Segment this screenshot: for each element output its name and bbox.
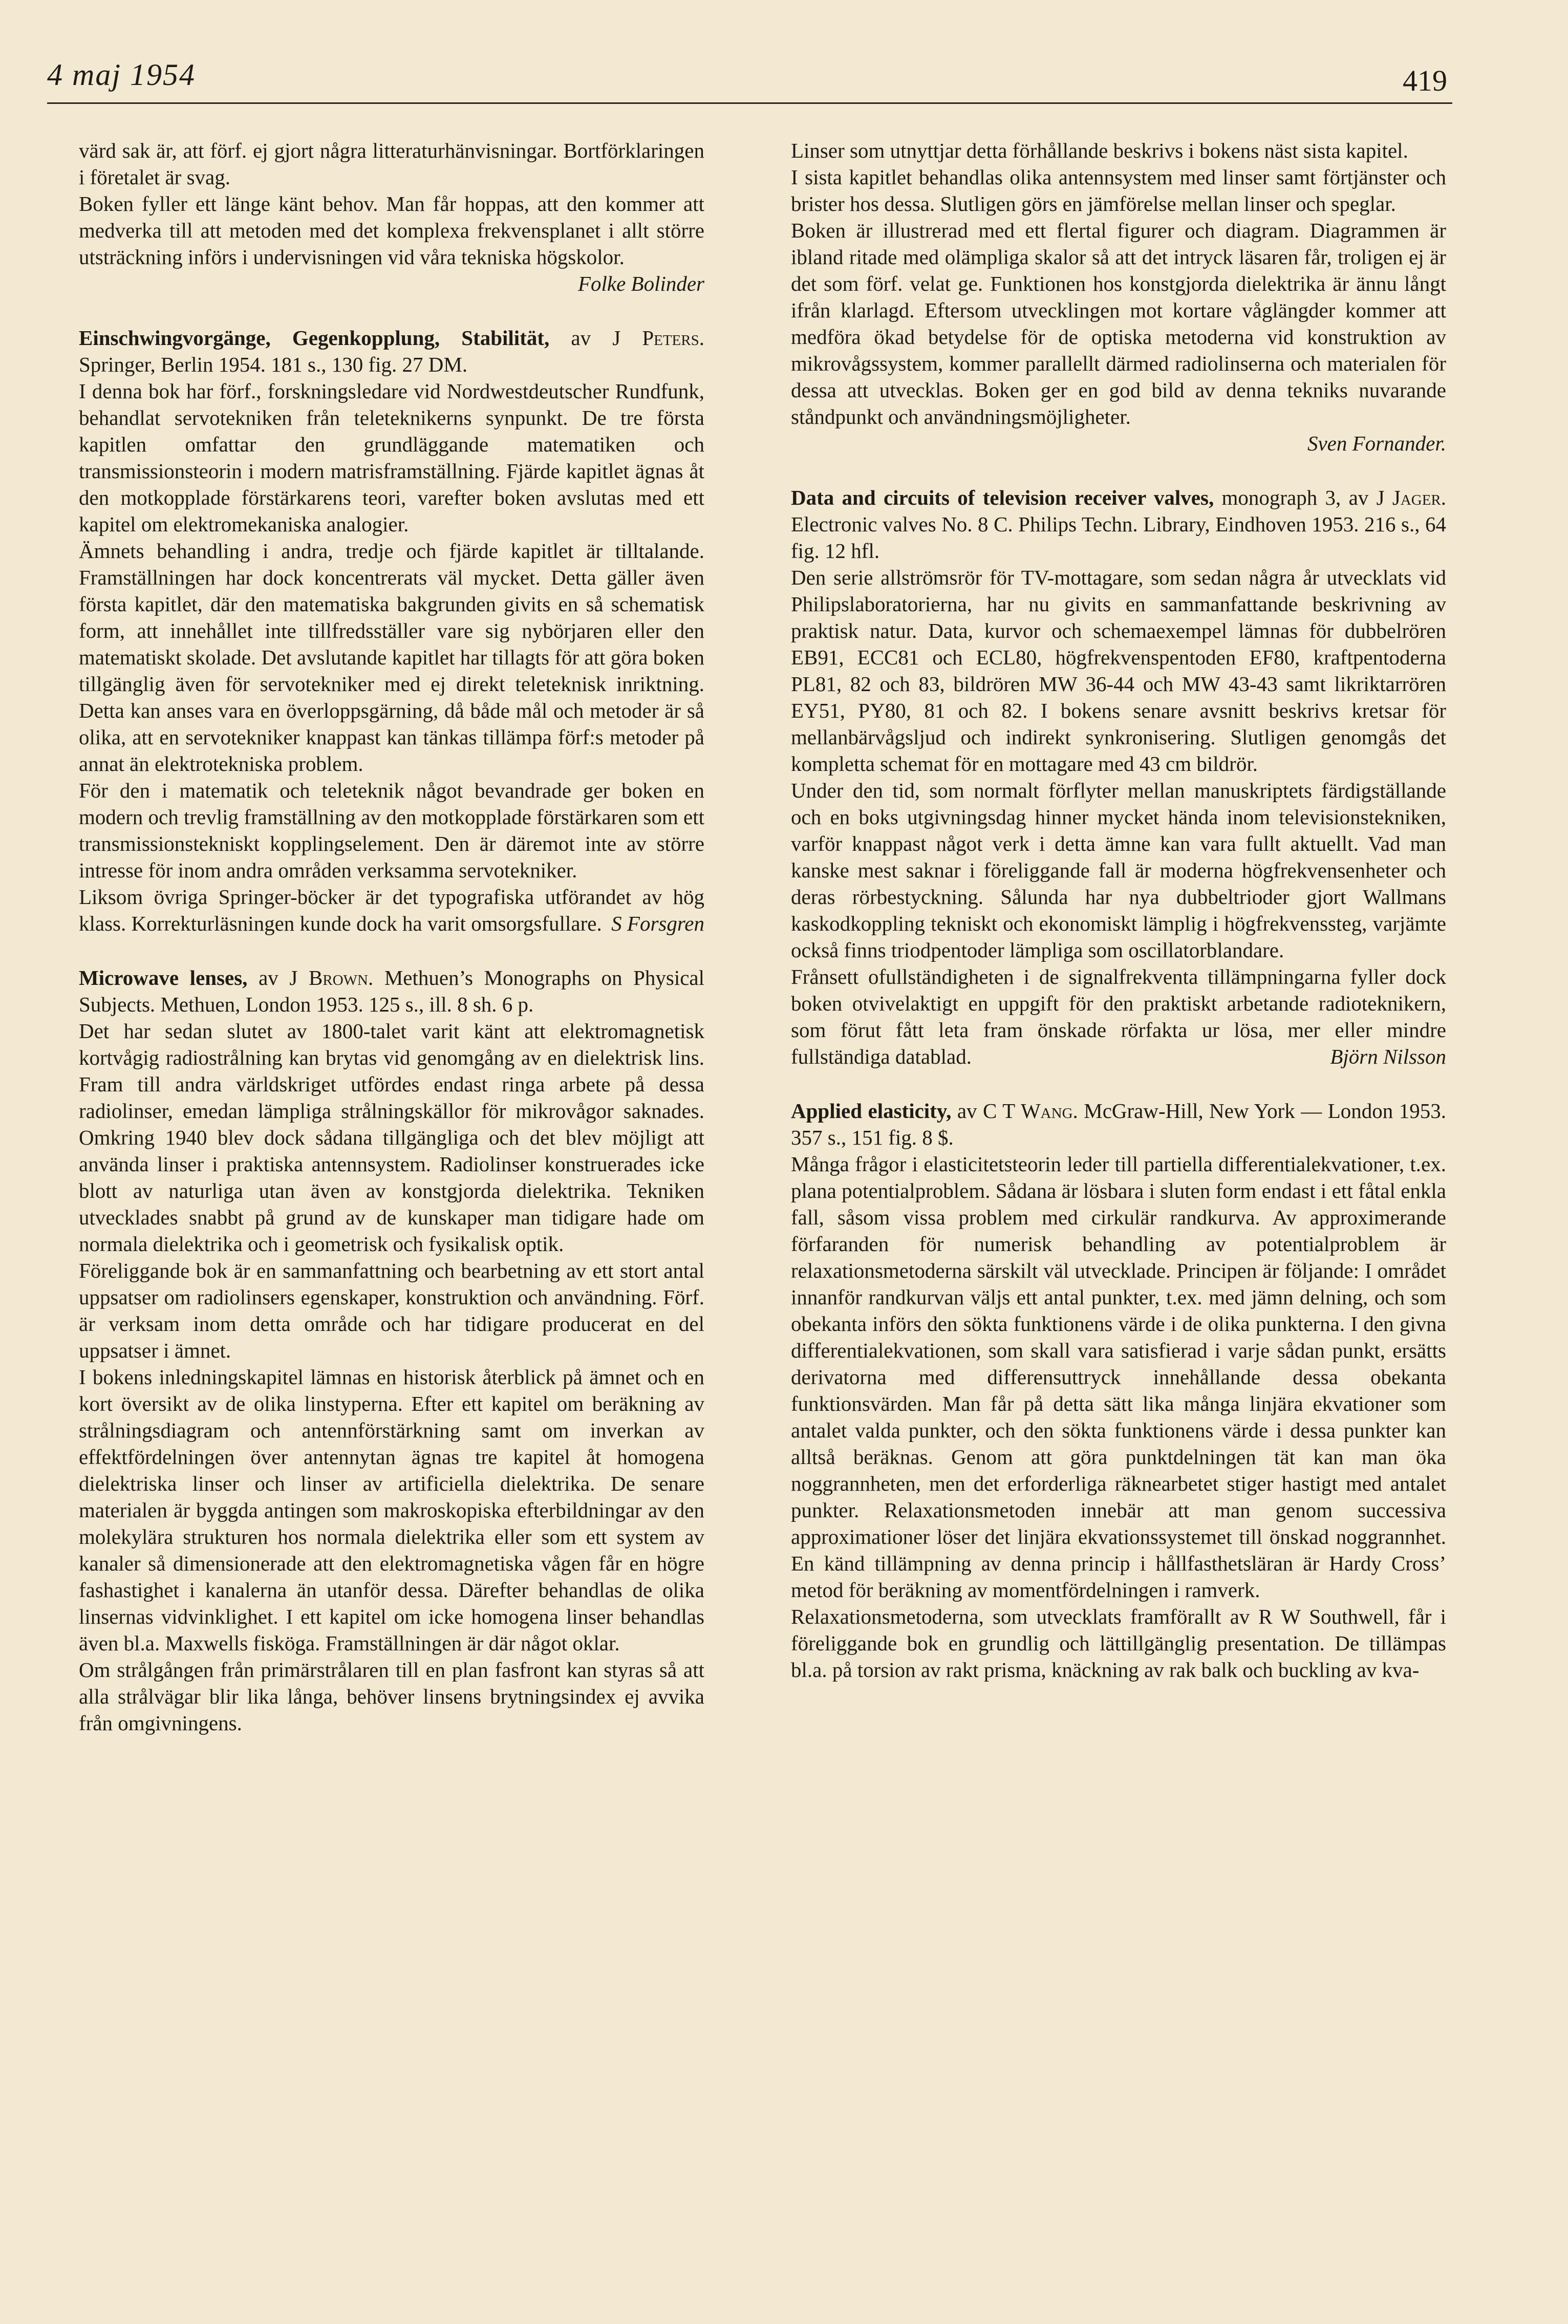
review-brown — [79, 964, 704, 1736]
paragraph: Föreliggande bok är en sammanfattning och bearbetning av ett stort antal uppsatser om radiolinsers egenskaper, konstruktion och användning. Förf. är verksam inom detta område och har tidigare producerat en del uppsatser i ämnet. — [79, 1259, 704, 1362]
book-author: Peters — [642, 326, 699, 350]
publication-info: . Springer, Berlin 1954. 181 s., 130 fig. 27 DM. — [79, 326, 704, 376]
paragraph: värd sak är, att förf. ej gjort några litteraturhänvisningar. Bortförklaringen i företalet är svag. — [79, 139, 704, 189]
book-author: Brown — [309, 966, 368, 989]
book-title: Einschwingvorgänge, Gegenkopplung, Stabilität, — [79, 326, 550, 350]
book-author: Wang — [1020, 1099, 1073, 1123]
by-text: av J — [259, 966, 298, 989]
paragraph: Liksom övriga Springer-böcker är det typografiska utförandet av hög klass. Korrekturläsningen kunde dock ha varit omsorgsfullare. — [79, 885, 704, 935]
by-text: av J — [571, 326, 621, 350]
paragraph: Under den tid, som normalt förflyter mellan manuskriptets färdigställande och en boks utgivningsdag hinner mycket hända inom televisionstekniken, varför knappast något verk i detta ämne kan vara fullt aktuellt. Vad man kanske mest saknar i föreliggande fall är moderna högfrekvensenheter och deras rörbestyckning. Sålunda har nya dubbeltrioder gjort Wallmans kaskodkoppling tekniskt och ekonomiskt lämplig i högfrekvenssteg, varjämte också finns triodpentoder lämpliga som oscillatorblandare. — [791, 779, 1446, 962]
paragraph: Den serie allströmsrör för TV-mottagare, som sedan några år utvecklats vid Philipslaboratorierna, har nu givits en sammanfattande beskrivning av praktisk natur. Data, kurvor och schemaexempel lämnas för dubbelrören EB91, ECC81 och ECL80, högfrekvenspentoden EF80, kraftpentoderna PL81, 82 och 83, bildrören MW 36-44 och MW 43-43 samt likriktarrören EY51, PY80, 81 och 82. I bokens senare avsnitt beskrivs kretsar för mellanbärvågsljud och indirekt synkronisering. Slutligen genomgås det kompletta schemat för en mottagare med 43 cm bildrör. — [791, 566, 1446, 776]
review-heading — [79, 964, 704, 1018]
review-jager — [791, 484, 1446, 1070]
reviewer-signature: Sven Fornander. — [1307, 432, 1446, 455]
by-text: av C T — [957, 1099, 1015, 1123]
paragraph: Relaxationsmetoderna, som utvecklats framförallt av R W Southwell, får i föreliggande bok en grundlig och lättillgänglig presentation. De tillämpas bl.a. på torsion av rakt prisma, knäckning av rak balk och buckling av kva- — [791, 1605, 1446, 1682]
reviewer-signature: Folke Bolinder — [577, 272, 704, 295]
review-heading — [791, 1098, 1446, 1151]
paragraph: Det har sedan slutet av 1800-talet varit känt att elektromagnetisk kortvågig radiostrålning kan brytas vid genomgång av en dielektrisk lins. Fram till andra världskriget utfördes endast ringa arbete på dessa radiolinser, emedan lämpliga strålningskällor för mikrovågor saknades. Omkring 1940 blev dock sådana tillgängliga och det blev möjligt att använda linser i praktiska antennsystem. Radiolinser konstruerades icke blott av naturliga utan även av konstgjorda dielektrika. Tekniken utvecklades snabbt på grund av de kunskaper man tidigare hade om normala dielektrika och i geometrisk och fysikalisk optik. — [79, 1019, 704, 1256]
paragraph: Ämnets behandling i andra, tredje och fjärde kapitlet är tilltalande. Framställningen har dock koncentrerats väl mycket. Detta gäller även första kapitlet, där den matematiska bakgrunden givits en så schematisk form, att innehållet inte tillfredsställer vare sig nybörjaren eller den matematiskt skolade. Det avslutande kapitlet har tillagts för att göra boken tillgänglig även för servotekniker med ej direkt teleteknisk inriktning. Detta kan anses vara en överloppsgärning, då både mål och metoder är så olika, att en servotekniker knappast kan tänkas tillämpa förf:s metoder på annat än elektrotekniska problem. — [79, 539, 704, 776]
paragraph: Linser som utnyttjar detta förhållande beskrivs i bokens näst sista kapitel. — [791, 139, 1408, 162]
review-brown-continuation — [791, 137, 1446, 457]
publication-info: . McGraw-Hill, New York — London 1953. 357 s., 151 fig. 8 $. — [791, 1099, 1447, 1149]
paragraph-with-signature — [79, 884, 704, 937]
review-continuation-bolinder — [79, 137, 704, 297]
review-peters — [79, 325, 704, 937]
right-column — [791, 137, 1446, 1683]
review-wang — [791, 1098, 1446, 1683]
paragraph: Frånsett ofullständigheten i de signalfrekventa tillämpningarna fyller dock boken otvivelaktigt en uppgift för den praktiskt arbetande radioteknikern, som förut fått leta fram önskade rörfakta ur lösa, mer eller mindre fullständiga datablad. — [791, 965, 1446, 1068]
paragraph: I sista kapitlet behandlas olika antennsystem med linser samt förtjänster och brister hos dessa. Slutligen görs en jämförelse mellan linser och speglar. — [791, 165, 1446, 216]
book-title: Applied elasticity, — [791, 1099, 952, 1123]
page-number: 419 — [1403, 64, 1447, 97]
paragraph: Om strålgången från primärstrålaren till en plan fasfront kan styras så att alla strålvägar blir lika långa, behöver linsens brytningsindex ej avvika från omgivningens. — [79, 1658, 704, 1735]
paragraph: I denna bok har förf., forskningsledare vid Nordwestdeutscher Rundfunk, behandlat servotekniken från teleteknikerns synpunkt. De tre första kapitlen omfattar den grundläggande matematiken och transmissionsteorin i modern matrisframställning. Fjärde kapitlet ägnas åt den motkopplade förstärkarens teori, varefter boken avslutas med ett kapitel om elektromekaniska analogier. — [79, 379, 704, 536]
paragraph: Boken fyller ett länge känt behov. Man får hoppas, att den kommer att medverka till att metoden med det komplexa frekvensplanet i allt större utsträckning införs i undervisningen vid våra tekniska högskolor. — [79, 192, 704, 269]
reviewer-signature: Björn Nilsson — [1330, 1045, 1446, 1068]
paragraph: I bokens inledningskapitel lämnas en historisk återblick på ämnet och en kort översikt av de olika linstyperna. Efter ett kapitel om beräkning av strålningsdiagram och antennförstärkning samt om inverkan av effektfördelningen över antennytan ägnas tre kapitel åt homogena dielektriska linser och linser av artificiella dielektrika. De senare materialen är byggda antingen som makroskopiska efterbildningar av den molekylära strukturen hos normala dielektrika eller som ett system av kanaler så dimensionerade att den elektromagnetiska vågen får en högre fashastighet i kanalerna än utanför dessa. Därefter behandlas de olika linsernas vidvinklighet. I ett kapitel om icke homogena linser behandlas även bl.a. Maxwells fisköga. Framställningen är där något oklar. — [79, 1365, 704, 1655]
book-title: Data and circuits of television receiver valves, — [791, 486, 1214, 509]
paragraph: Boken är illustrerad med ett flertal figurer och diagram. Diagrammen är ibland ritade med olämpliga skalor så att det intryck läsaren får, troligen ej är det som förf. velat ge. Funktionen hos konstgjorda dielektrika är ännu långt ifrån klarlagd. Eftersom utvecklingen mot kortare våglängder kommer att medföra ökad betydelse för de optiska metoderna vid konstruktion av mikrovågssystem, kommer parallellt därmed radiolinserna och materialen för dessa att utvecklas. Boken ger en god bild av denna tekniks nuvarande ståndpunkt och användningsmöjligheter. — [791, 219, 1446, 428]
paragraph-with-signature — [791, 963, 1446, 1070]
header-rule — [47, 102, 1452, 104]
book-author: Jager — [1392, 486, 1441, 509]
paragraph: För den i matematik och teleteknik något bevandrade ger boken en modern och trevlig framställning av den motkopplade förstärkaren som ett transmissionstekniskt kopplingselement. Den är däremot inte av större intresse för inom andra områden verksamma servotekniker. — [79, 779, 704, 882]
book-title: Microwave lenses, — [79, 966, 248, 989]
left-column — [79, 137, 704, 1736]
publication-info: . Methuen’s Monographs on Physical Subjects. Methuen, London 1953. 125 s., ill. 8 sh. 6 p. — [79, 966, 705, 1016]
issue-date: 4 maj 1954 — [47, 58, 196, 92]
publication-info: . Electronic valves No. 8 C. Philips Techn. Library, Eindhoven 1953. 216 s., 64 fig. 12 hfl. — [791, 486, 1447, 563]
review-heading — [791, 484, 1446, 564]
reviewer-signature: S Forsgren — [611, 912, 704, 935]
review-heading — [79, 325, 704, 378]
by-text: monograph 3, av J — [1221, 486, 1385, 509]
paragraph: Många frågor i elasticitetsteorin leder till partiella differentialekvationer, t.ex. plana potentialproblem. Sådana är lösbara i sluten form endast i ett fåtal enkla fall, såsom vissa problem med cirkulär randkurva. Av approximerande förfaranden för numerisk behandling av potentialproblem är relaxationsmetoderna särskilt väl utvecklade. Principen är följande: I området innanför randkurvan väljs ett antal punkter, t.ex. med jämn delning, och som obekanta införs den sökta funktionens värde i de olika punkterna. I den givna differentialekvationen, som skall vara satisfierad i varje sådan punkt, ersätts derivatorna med differensuttryck innehållande dessa obekanta funktionsvärden. Man får på detta sätt lika många linjära ekvationer som antalet valda punkter, och den sökta funktionens värde i dessa punkter kan alltså beräknas. Genom att göra punktdelningen tät kan man öka noggrannheten, men det erforderliga räknearbetet stiger hastigt med antalet punkter. Relaxationsmetoden innebär att man genom successiva approximationer löser det linjära ekvationssystemet till önskad noggrannhet. En känd tillämpning av denna princip i hållfasthetsläran är Hardy Cross’ metod för beräkning av momentfördelningen i ramverk. — [791, 1152, 1446, 1602]
